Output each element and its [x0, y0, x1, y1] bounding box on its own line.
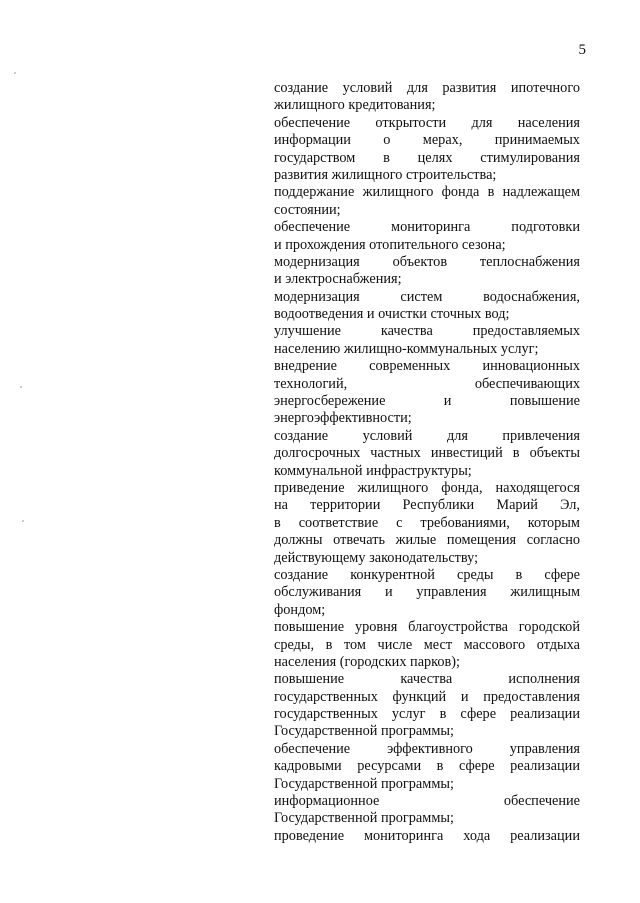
word: реализации [510, 706, 580, 723]
word: обеспечение [274, 114, 351, 131]
scan-speck [20, 386, 22, 388]
word: и [443, 393, 452, 410]
word: в [274, 514, 281, 531]
word: предоставляемых [472, 323, 580, 340]
word: функций [392, 688, 447, 705]
word: сфере [458, 758, 495, 775]
word: которым [527, 514, 580, 531]
word: качества [380, 323, 433, 340]
word: принимаемых [494, 132, 580, 149]
word: управления [416, 584, 487, 601]
word: энергосбережение [274, 393, 386, 410]
word: технологий, [274, 375, 348, 392]
word: жилищного [357, 479, 429, 496]
list-item [274, 567, 580, 619]
word: внедрение [274, 358, 337, 375]
text-line [274, 115, 580, 132]
word: долгосрочных [274, 445, 361, 462]
word: государством [274, 149, 356, 166]
text-line [274, 741, 580, 758]
text-line: жилищного кредитования; [274, 97, 436, 114]
text-line: развития жилищного строительства; [274, 166, 497, 183]
word: массового [463, 636, 526, 653]
text-line [274, 184, 580, 201]
word: с [396, 514, 403, 531]
word: государственных [274, 706, 378, 723]
word: хода [463, 827, 491, 844]
text-line [274, 671, 580, 688]
word: среды [456, 566, 494, 583]
word: для [406, 80, 428, 96]
word: фонда [441, 184, 480, 201]
word: городской [518, 619, 580, 636]
word: для [471, 114, 493, 131]
word: целях [417, 149, 453, 166]
word: должны [274, 532, 323, 549]
text-line [274, 445, 580, 462]
list-item [274, 671, 580, 741]
list-item [274, 741, 580, 793]
word: открытости [375, 114, 447, 131]
word: в [487, 184, 495, 201]
text-line [274, 532, 580, 549]
word: территории [310, 497, 381, 514]
text-line [274, 393, 580, 410]
word: жилищным [510, 584, 580, 601]
word: ресурсами [357, 758, 422, 775]
text-line: населения (городских парков); [274, 653, 461, 670]
word: ипотечного [510, 80, 580, 96]
list-item [274, 428, 580, 480]
word: государственных [274, 688, 378, 705]
word: реализации [510, 758, 580, 775]
text-line [274, 150, 580, 167]
list-item [274, 480, 580, 567]
list-item [274, 619, 580, 671]
word: требованиями, [420, 514, 510, 531]
word: привлечения [502, 427, 580, 444]
word: помещения [446, 532, 517, 549]
word: в [383, 149, 390, 166]
text-line: Государственной программы; [274, 723, 454, 740]
word: и [460, 688, 469, 705]
word: обеспечивающих [474, 375, 580, 392]
word: сфере [460, 706, 497, 723]
word: систем [400, 288, 443, 305]
text-line: Государственной программы; [274, 810, 454, 827]
text-line [274, 637, 580, 654]
word: проведение [274, 827, 345, 844]
word: частных [370, 445, 421, 462]
word: инвестиций [430, 445, 503, 462]
text-line [274, 706, 580, 723]
word: о [383, 132, 391, 149]
text-line: населению жилищно-коммунальных услуг; [274, 340, 539, 357]
text-line [274, 567, 580, 584]
text-line: фондом; [274, 601, 326, 618]
word: уровня [354, 619, 398, 636]
word: в [325, 636, 333, 653]
word: отдыха [536, 636, 580, 653]
word: конкурентной [350, 566, 435, 583]
text-line [274, 376, 580, 393]
text-line [274, 428, 580, 445]
word: улучшение [274, 323, 341, 340]
word: качества [400, 671, 453, 688]
word: Марий [496, 497, 538, 514]
word: услуг [391, 706, 426, 723]
word: мониторинга [391, 219, 471, 236]
text-line [274, 619, 580, 636]
text-line [274, 323, 580, 340]
word: числе [377, 636, 413, 653]
word: в [512, 445, 520, 462]
word: модернизация [274, 288, 360, 305]
scan-speck [22, 520, 24, 522]
word: современных [369, 358, 451, 375]
list-item [274, 289, 580, 324]
text-line: и электроснабжения; [274, 271, 402, 288]
document-body [274, 80, 580, 845]
word: кадровыми [274, 758, 342, 775]
text-line [274, 828, 580, 845]
text-line [274, 254, 580, 271]
word: поддержание [274, 184, 355, 201]
word: подготовки [511, 219, 580, 236]
word: благоустройства [408, 619, 509, 636]
text-line [274, 793, 580, 810]
word: создание [274, 566, 329, 583]
text-line: и прохождения отопительного сезона; [274, 236, 506, 253]
page-number: 5 [578, 42, 586, 58]
text-line [274, 80, 580, 97]
text-line: Государственной программы; [274, 775, 454, 792]
word: повышение [274, 619, 345, 636]
word: соответствие [298, 514, 379, 531]
word: водоснабжения, [483, 288, 580, 305]
list-item [274, 184, 580, 219]
text-line [274, 358, 580, 375]
word: объектов [392, 253, 448, 270]
word: надлежащем [502, 184, 580, 201]
word: находящегося [495, 479, 580, 496]
word: Эл, [560, 497, 580, 514]
word: обеспечение [503, 793, 580, 810]
word: сфере [544, 566, 580, 583]
list-item [274, 115, 580, 185]
word: для [446, 427, 468, 444]
scan-speck [14, 72, 16, 74]
word: жилищного [362, 184, 434, 201]
word: стимулирования [480, 149, 580, 166]
word: эффективного [387, 740, 473, 757]
word: отвечать [333, 532, 385, 549]
word: условий [362, 427, 413, 444]
word: теплоснабжения [479, 253, 580, 270]
word: Республики [402, 497, 475, 514]
text-line: состоянии; [274, 201, 341, 218]
list-item [274, 828, 580, 845]
list-item [274, 358, 580, 428]
word: условий [342, 80, 393, 96]
word: информации [274, 132, 351, 149]
word: жилые [395, 532, 437, 549]
list-item [274, 323, 580, 358]
text-line [274, 289, 580, 306]
text-line: водоотведения и очистки сточных вод; [274, 306, 510, 323]
word: мерах, [422, 132, 463, 149]
word: предоставления [483, 688, 580, 705]
text-line: коммунальной инфраструктуры; [274, 462, 472, 479]
word: и [384, 584, 393, 601]
word: обеспечение [274, 219, 351, 236]
list-item [274, 80, 580, 115]
list-item [274, 254, 580, 289]
text-line [274, 584, 580, 601]
word: среды, [274, 636, 315, 653]
text-line: действующему законодательству; [274, 549, 479, 566]
word: в [515, 566, 523, 583]
word: объекты [529, 445, 580, 462]
text-line [274, 758, 580, 775]
word: том [343, 636, 366, 653]
word: повышение [509, 393, 580, 410]
list-item [274, 219, 580, 254]
word: исполнения [508, 671, 580, 688]
text-line [274, 515, 580, 532]
word: мониторинга [363, 827, 444, 844]
word: реализации [510, 827, 580, 844]
word: обслуживания [274, 584, 362, 601]
word: инновационных [482, 358, 580, 375]
word: фонда, [441, 479, 483, 496]
text-line [274, 497, 580, 514]
word: информационное [274, 793, 380, 810]
word: модернизация [274, 253, 360, 270]
word: развития [442, 80, 497, 96]
word: мест [423, 636, 453, 653]
word: создание [274, 427, 329, 444]
word: в [439, 706, 447, 723]
text-line [274, 689, 580, 706]
word: повышение [274, 671, 345, 688]
text-line [274, 132, 580, 149]
text-line [274, 219, 580, 236]
word: приведение [274, 479, 345, 496]
text-line [274, 480, 580, 497]
word: на [274, 497, 288, 514]
text-line: энергоэффективности; [274, 410, 412, 427]
word: обеспечение [274, 740, 351, 757]
word: в [436, 758, 444, 775]
word: населения [517, 114, 580, 131]
word: создание [274, 80, 329, 96]
word: управления [509, 740, 580, 757]
word: согласно [526, 532, 580, 549]
list-item [274, 793, 580, 828]
